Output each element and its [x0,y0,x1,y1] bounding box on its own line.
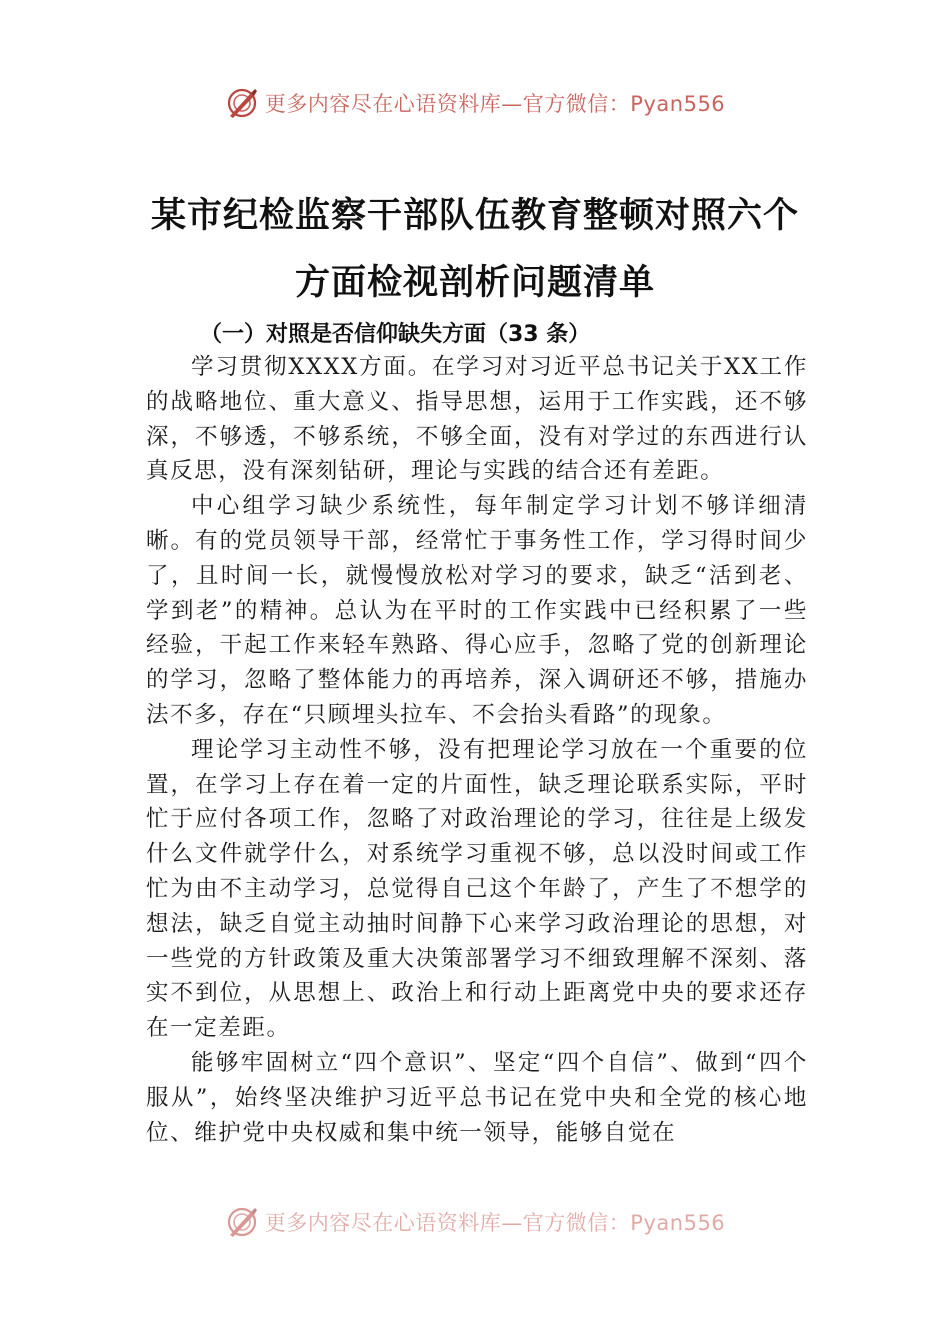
body-paragraph-4: 能够牢固树立“四个意识”、坚定“四个自信”、做到“四个服从”，始终坚决维护习近平总书记在党中央和全党的核心地位、维护党中央权威和集中统一领导，能够自觉在 [146,1049,808,1146]
footer-watermark [0,1205,950,1239]
watermark-text: 更多内容尽在心语资料库—官方微信：Pyan556 [264,92,726,116]
body-paragraph-3: 理论学习主动性不够，没有把理论学习放在一个重要的位置，在学习上存在着一定的片面性，缺乏理论联系实际，平时忙于应付各项工作，忽略了对政治理论的学习，往往是上级发什么文件就学什么，对系统学习重视不够，总以没时间或工作忙为由不主动学习，总觉得自己这个年龄了，产生了不想学的想法，缺乏自觉主动抽时间静下心来学习政治理论的思想，对一些党的方针政策及重大决策部署学习不细致理解不深刻、落实不到位，从思想上、政治上和行动上距离党中央的要求还存在一定差距。 [146,736,808,1042]
body-paragraph-2: 中心组学习缺少系统性，每年制定学习计划不够详细清晰。有的党员领导干部，经常忙于事务性工作，学习得时间少了，且时间一长，就慢慢放松对学习的要求，缺乏“活到老、学到老”的精神。总认为在平时的工作实践中已经积累了一些经验，干起工作来轻车熟路、得心应手，忽略了党的创新理论的学习，忽略了整体能力的再培养，深入调研还不够，措施办法不多，存在“只顾埋头拉车、不会抬头看路”的现象。 [146,493,808,728]
header-watermark [0,83,950,123]
watermark-text: 更多内容尽在心语资料库—官方微信：Pyan556 [264,1211,726,1235]
section-heading: （一）对照是否信仰缺失方面（33 条） [200,322,591,347]
document-title-line-2: 方面检视剖析问题清单 [294,262,655,303]
pen-logo-icon [225,86,259,120]
body-paragraph-1: 学习贯彻XXXX方面。在学习对习近平总书记关于XX工作的战略地位、重大意义、指导思想，运用于工作实践，还不够深，不够透，不够系统，不够全面，没有对学过的东西进行认真反思，没有深刻钻研，理论与实践的结合还有差距。 [146,354,808,485]
pen-logo-icon [225,1205,259,1239]
document-title-line-1: 某市纪检监察干部队伍教育整顿对照六个 [150,195,799,236]
document-body [146,350,808,1150]
